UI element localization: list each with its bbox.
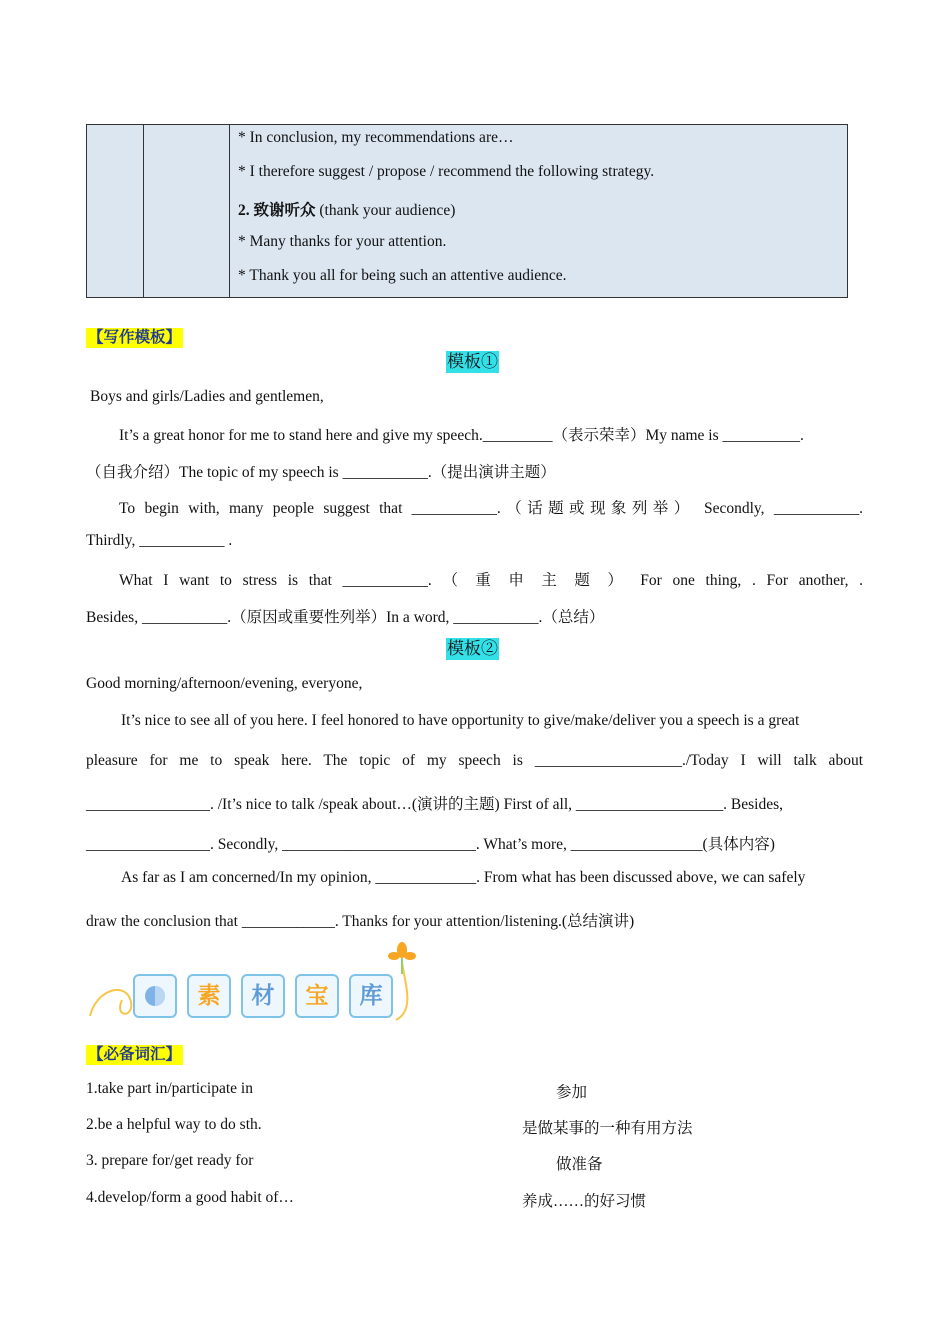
vocab-english: 3. prepare for/get ready for xyxy=(86,1152,254,1169)
table-row: * I therefore suggest / propose / recommend the following strategy. xyxy=(238,163,655,180)
vocab-english: 4.develop/form a good habit of… xyxy=(86,1189,294,1206)
template1-paragraph1-line1: It’s a great honor for me to stand here and give my speech._________（表示荣幸）My name is __________. xyxy=(119,427,804,444)
circle-icon-badge xyxy=(133,974,177,1018)
flower-icon xyxy=(388,942,416,974)
template1-paragraph2-line1: To begin with, many people suggest that ___________.（话题或现象列举） Secondly, ___________. xyxy=(119,500,863,517)
banner-char: 材 xyxy=(241,974,285,1018)
vocab-english: 1.take part in/participate in xyxy=(86,1080,253,1097)
template2-line5: As far as I am concerned/In my opinion, _____________. From what has been discussed above, we can safely xyxy=(121,869,806,886)
vocab-tag: 【必备词汇】 xyxy=(88,1046,182,1063)
table-row: * Many thanks for your attention. xyxy=(238,233,447,250)
half-circle-icon xyxy=(144,985,166,1007)
vocab-chinese: 养成……的好习惯 xyxy=(522,1193,647,1210)
vocab-chinese: 参加 xyxy=(556,1084,588,1101)
template1-paragraph3-line2: Besides, ___________.（原因或重要性列举）In a word, ___________.（总结） xyxy=(86,609,605,626)
banner-char: 素 xyxy=(187,974,231,1018)
template2-line1: It’s nice to see all of you here. I feel honored to have opportunity to give/make/deliver you a speech is a great xyxy=(121,712,800,729)
banner-char: 宝 xyxy=(295,974,339,1018)
vocab-english: 2.be a helpful way to do sth. xyxy=(86,1116,262,1133)
vocab-chinese: 做准备 xyxy=(556,1156,603,1173)
table-row: * Thank you all for being such an attentive audience. xyxy=(238,267,567,284)
template2-title: 模板② xyxy=(447,639,498,658)
template1-paragraph2-line2: Thirdly, ___________ . xyxy=(86,532,233,549)
writing-template-tag: 【写作模板】 xyxy=(88,329,182,346)
table-divider xyxy=(229,125,230,297)
template2-line3: ________________. /It’s nice to talk /speak about…(演讲的主题) First of all, ___________________. Besides, xyxy=(86,796,784,813)
vocab-chinese: 是做某事的一种有用方法 xyxy=(522,1120,693,1137)
table-heading xyxy=(238,198,455,220)
template1-paragraph1-line2: （自我介绍）The topic of my speech is ___________.（提出演讲主题） xyxy=(86,464,556,481)
template2-greeting: Good morning/afternoon/evening, everyone, xyxy=(86,675,363,692)
template2-line4: ________________. Secondly, _________________________. What’s more, _________________(具体内容) xyxy=(86,836,775,853)
template1-title: 模板① xyxy=(447,352,498,371)
template2-line2: pleasure for me to speak here. The topic of my speech is ___________________./Today I will talk about xyxy=(86,752,863,769)
table-heading-number: 2. 致谢听众 xyxy=(238,202,316,219)
table-divider xyxy=(143,125,144,297)
table-heading-note: (thank your audience) xyxy=(315,202,456,219)
template1-paragraph3-line1: What I want to stress is that ___________. （ 重 申 主 题 ） For one thing, . For another, . xyxy=(119,572,863,589)
template1-greeting: Boys and girls/Ladies and gentlemen, xyxy=(90,388,324,405)
table-row: * In conclusion, my recommendations are… xyxy=(238,129,514,146)
template2-line6: draw the conclusion that ____________. Thanks for your attention/listening.(总结演讲) xyxy=(86,913,635,930)
banner-char: 库 xyxy=(349,974,393,1018)
